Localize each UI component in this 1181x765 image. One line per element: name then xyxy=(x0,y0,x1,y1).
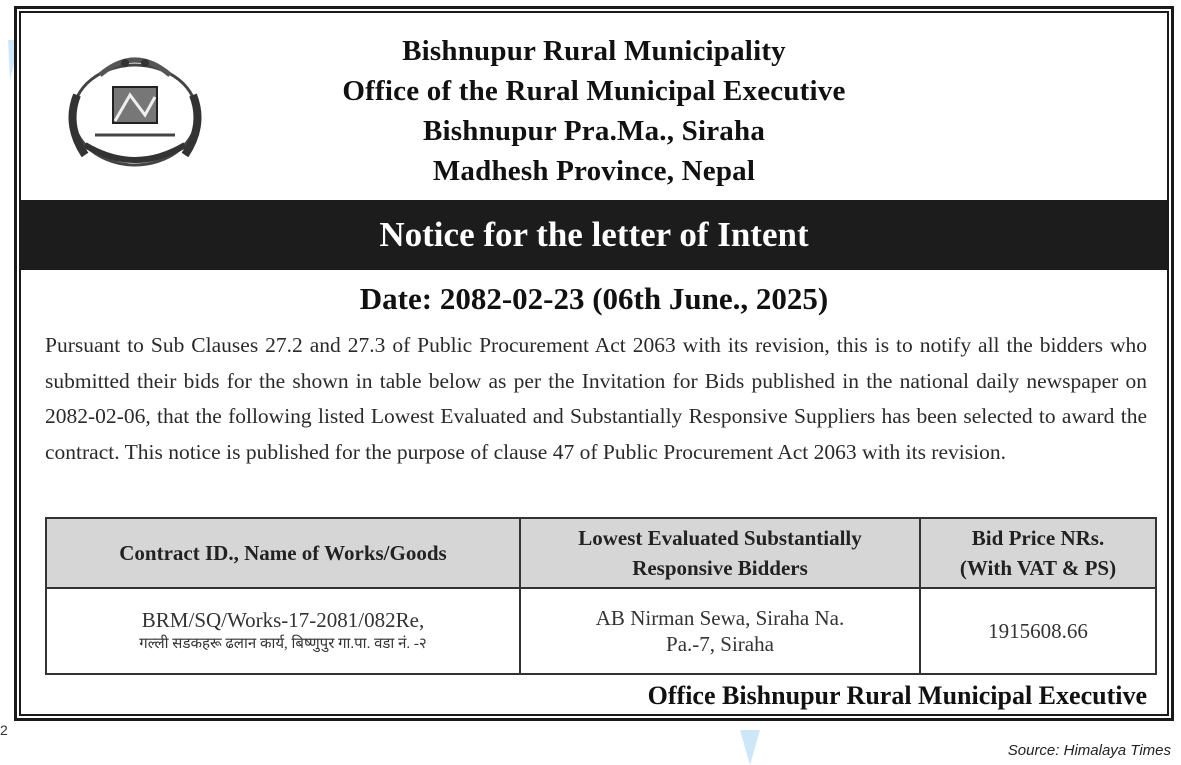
province-country: Madhesh Province, Nepal xyxy=(432,155,756,187)
bidder-line1: AB Nirman Sewa, Siraha Na. xyxy=(595,606,845,630)
header-contract: Contract ID., Name of Works/Goods xyxy=(46,518,520,588)
notice-date: Date: 2082-02-23 (06th June., 2025) xyxy=(359,281,829,316)
bidder-line2: Pa.-7, Siraha xyxy=(666,632,774,656)
office-address: Bishnupur Pra.Ma., Siraha xyxy=(422,115,766,147)
nepal-emblem-icon xyxy=(55,35,215,177)
table-header-row xyxy=(46,518,1156,588)
cell-bidder xyxy=(520,588,920,674)
signature-office: Office Bishnupur Rural Municipal Executive xyxy=(647,681,1147,710)
notice-title-banner: Notice for the letter of Intent xyxy=(21,200,1167,270)
header-bidders-line2: Responsive Bidders xyxy=(632,556,808,580)
header-bidders-line1: Lowest Evaluated Substantially xyxy=(578,526,862,550)
municipality-header xyxy=(241,31,947,191)
award-table xyxy=(45,517,1157,675)
source-credit: Source: Himalaya Times xyxy=(1007,742,1171,759)
header-bidders xyxy=(520,518,920,588)
notice-inner-border xyxy=(19,11,1169,716)
work-name: गल्ली सडकहरू ढलान कार्य, बिष्णुपुर गा.पा. वडा नं. -२ xyxy=(139,636,427,652)
notice-frame xyxy=(14,6,1174,721)
table-row xyxy=(46,588,1156,674)
cell-price: 1915608.66 xyxy=(920,588,1156,674)
contract-id: BRM/SQ/Works-17-2081/082Re, xyxy=(141,608,425,632)
header-price-line2: (With VAT & PS) xyxy=(959,556,1117,580)
margin-mark: 2 xyxy=(0,722,8,738)
municipality-name: Bishnupur Rural Municipality xyxy=(402,35,786,67)
header-price-line1: Bid Price NRs. xyxy=(971,526,1105,550)
cell-contract xyxy=(46,588,520,674)
notice-body-paragraph: Pursuant to Sub Clauses 27.2 and 27.3 of Public Procurement Act 2063 with its revision, this is to notify all the bidders who submitted their bids for the shown in table below as per the Invitation for Bids published in the national daily newspaper on 2082-02-06, that the following listed Lowest Evaluated and Substantially Responsive Suppliers has been selected to award the contract. This notice is published for the purpose of clause 47 of Public Procurement Act 2063 with its revision. xyxy=(45,333,1147,464)
office-name: Office of the Rural Municipal Executive xyxy=(342,75,846,107)
header-price xyxy=(920,518,1156,588)
